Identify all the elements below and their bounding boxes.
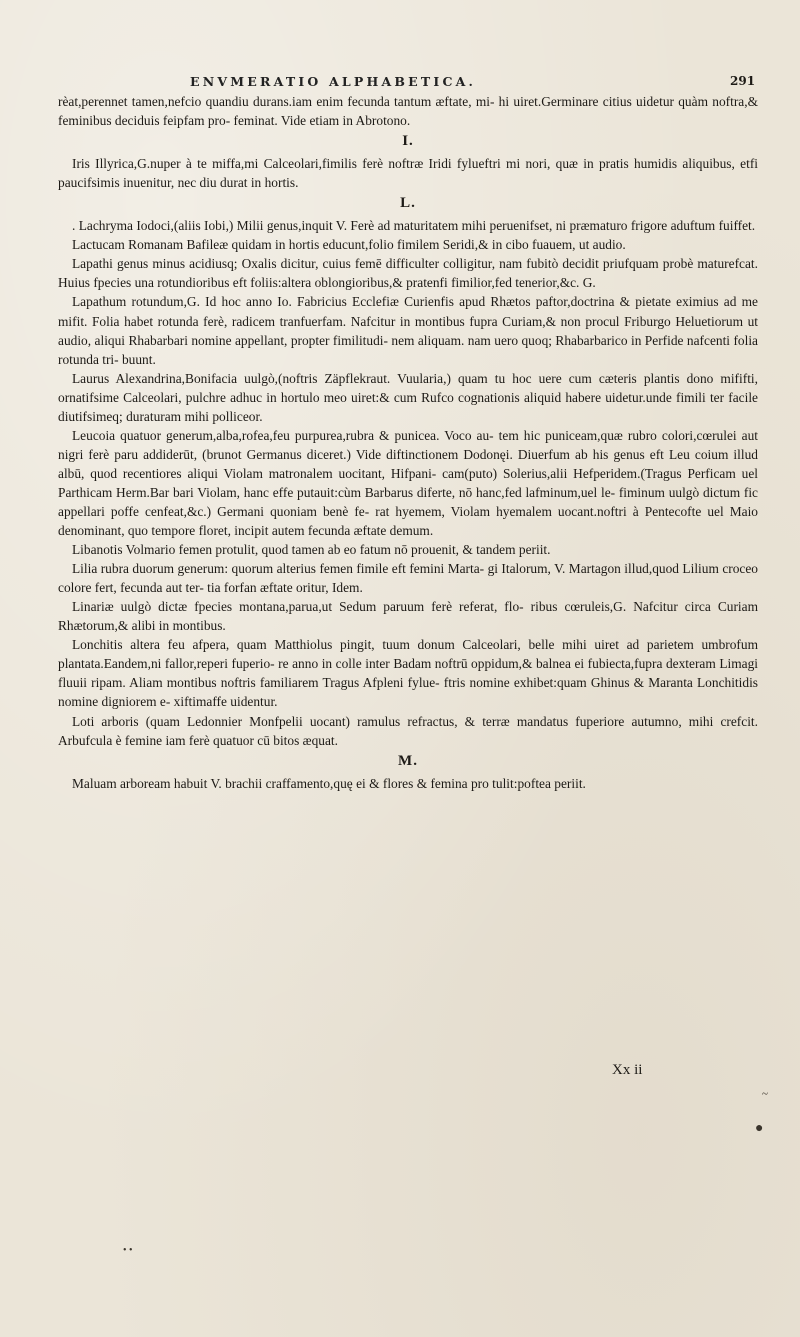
entry-lonchitis: Lonchitis altera feu afpera, quam Matthiolus pingit, tuum donum Calceolari, belle mihi uiret ad parietem umbrofum plantata.Eandem,ni fallor,reperi fuperio- re anno in colle inter Badam noftrū oppidum,& balnea ei fubiecta,fupra dexteram Limagi fluuii ripam. Aliam montibus noftris familiarem Tragus Afpleni fylue- ftris nomine exhibet:quam Ghinus & Maranta Lonchitidis nomine digniorem e- xiftimaffe uidentur. bbox=[58, 637, 758, 710]
running-head: ENVMERATIO ALPHABETICA. bbox=[190, 74, 477, 89]
entry-lapathum: Lapathum rotundum,G. Id hoc anno Io. Fabricius Ecclefiæ Curienfis apud Rhætos paftor,doctrina & pietate eximius ad me mifit. Folia habet rotunda ferè, radicem tranfuerfam. Nafcitur in montibus fupra Curiam,& non procul Friburgo Heluetiorum ut audio, aliqui Rhabarbari nomine appellant, propter fimilitudi- nem aliquam. nam uero quoq; Rhabarbarico in Perfide nafcenti folia rotunda tri- buunt. bbox=[58, 294, 758, 367]
section-letter-i: I. bbox=[402, 133, 414, 150]
entry-loti: Loti arboris (quam Ledonnier Monfpelii uocant) ramulus refractus, & terræ mandatus fuperiore autumno, mihi crefcit. Arbufcula è femine iam ferè quatuor cū bitos æquat. bbox=[58, 713, 758, 748]
paragraph-continuation: rèat,perennet tamen,nefcio quandiu durans.iam enim fecunda tantum æftate, mi- hi uiret.Germinare citius uidetur quàm noftra,& feminibus deciduis feipfam pro- feminat. Vide etiam in Abrotono. bbox=[58, 94, 758, 129]
ink-blot: ● bbox=[755, 1121, 764, 1136]
entry-lachryma: . Lachryma Iodoci,(aliis Iobi,) Milii genus,inquit V. Ferè ad maturitatem mihi peruenifset, ni præmaturo frigore aduftum fuiffet. bbox=[72, 218, 756, 234]
entry-lactuca: Lactucam Romanam Bafileæ quidam in hortis educunt,folio fimilem Seridi,& in cibo fuauem, ut audio. bbox=[72, 237, 626, 253]
entry-leucoia: Leucoia quatuor generum,alba,rofea,feu purpurea,rubra & punicea. Voco au- tem hic puniceam,quæ rubro colori,cœrulei aut nigri ferè paru addiderūt, (brunot Germanus diceret.) Vide diftinctionem Dodonęi. Diuerfum ab his genus eft Leu coium illud albū, quod recentiores aliqui Violam matronalem uocitant, Hifpani- cam(puto) Solerius,alii Hefperidem.(Tragus Perficam uel Parthicam Herm.Bar bari Violam, hanc effe putauit:cùm Barbarus diferte, nō hanc,fed lafminum,uel le- fiminum uulgò dictum fic appellari poffe cenfeat,&c.) Germani quoniam benè fe- rat hyemem, Violam hyemalem uocant.noftri à Pentecofte uel Maio denominant, quo tempore floret, incipit autem fecunda æftate demum. bbox=[58, 427, 758, 539]
entry-libanotis: Libanotis Volmario femen protulit, quod tamen ab eo fatum nō prouenit, & tandem periit. bbox=[72, 542, 551, 558]
section-letter-l: L. bbox=[400, 195, 416, 212]
entry-linariae: Linariæ uulgò dictæ fpecies montana,parua,ut Sedum paruum ferè referat, flo- ribus cœruleis,G. Nafcitur circa Curiam Rhætorum,& alibi in montibus. bbox=[58, 599, 758, 634]
entry-lapathi: Lapathi genus minus acidiusq; Oxalis dicitur, cuius femē difficulter colligitur, nam fubitò decidit priufquam probè maturefcat. Huius fpecies una rotundioribus eft foliis:altera oblongioribus,& pratenfi fimilior,fed tenerior,&c. G. bbox=[58, 256, 758, 291]
entry-lilia: Lilia rubra duorum generum: quorum alterius femen fimile eft femini Marta- gi Italorum, V. Martagon illud,quod Lilium croceo colore fert, fecunda aut ter- tia forfan æftate oritur, Idem. bbox=[58, 561, 758, 596]
entry-laurus: Laurus Alexandrina,Bonifacia uulgò,(noftris Zäpflekraut. Vuularia,) quam tu hoc uere cum cæteris plantis dono mififti, ornatifsime Calceolari, pulchre adhuc in hortulo meo uiret:& cum Rufco cognationis aliquid habere uidetur.unde fimili ter facile diutifsimeq; duraturam mihi polliceor. bbox=[58, 370, 758, 424]
signature-mark: Xx ii bbox=[612, 1062, 643, 1078]
ink-specks: • • bbox=[123, 1245, 133, 1256]
section-letter-m: M. bbox=[398, 752, 418, 769]
entry-iris: Iris Illyrica,G.nuper à te miffa,mi Calceolari,fimilis ferè noftræ Iridi fylueftri mi nori, quæ in pratis humidis aliquibus, etfi paucifsimis inuenitur, nec diu durat in hortis. bbox=[58, 156, 758, 191]
entry-malua: Maluam arboream habuit V. brachii craffamento,quę ei & flores & femina pro tulit:poftea periit. bbox=[72, 775, 586, 791]
page-number: 291 bbox=[730, 74, 756, 88]
main-text-block bbox=[58, 92, 758, 793]
tilde-mark: ~ bbox=[762, 1088, 768, 1100]
